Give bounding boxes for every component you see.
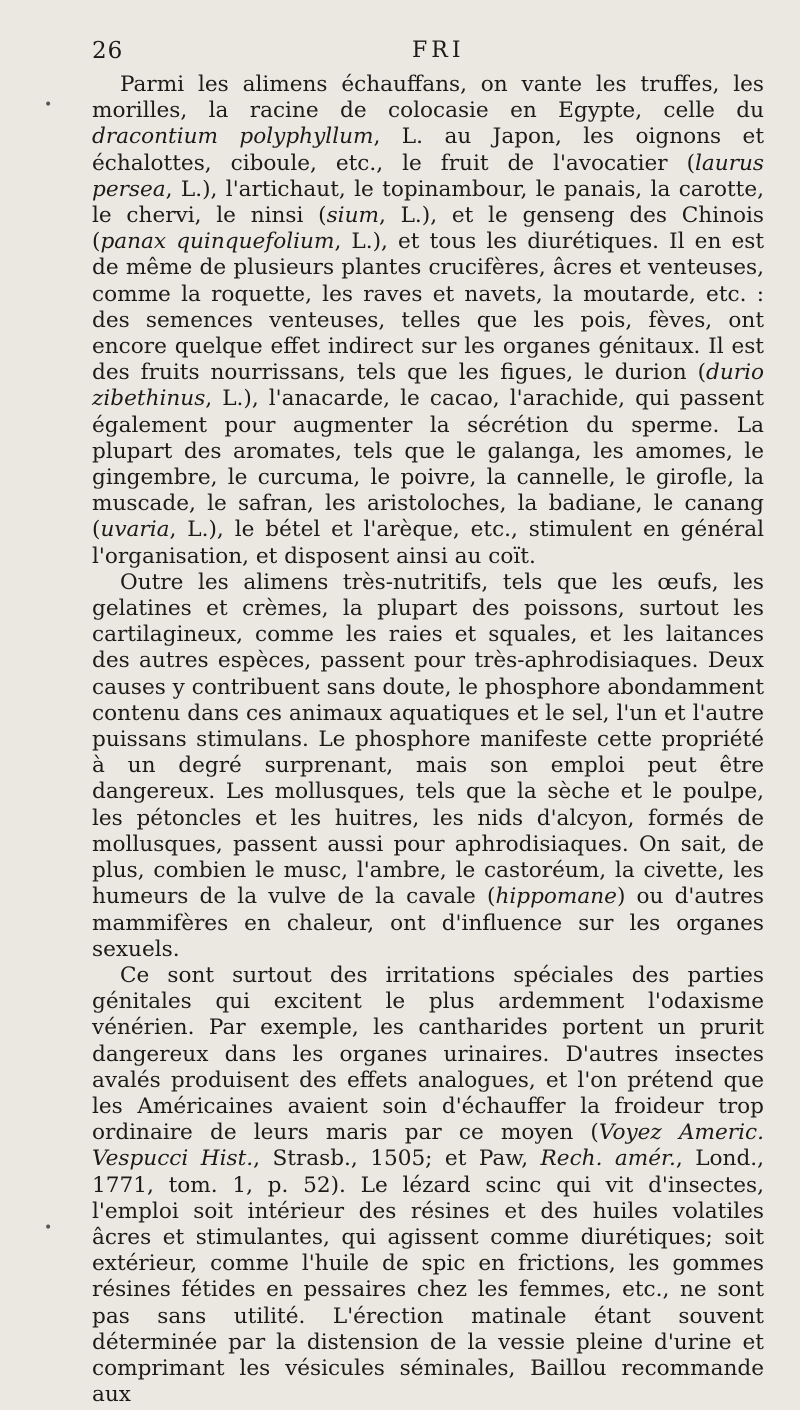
italic-term: durio zibethinus <box>92 360 764 412</box>
italic-term: sium <box>326 203 379 229</box>
paragraph-1 <box>92 72 764 570</box>
italic-term: laurus persea <box>92 150 764 202</box>
paragraph-2 <box>92 570 764 963</box>
page-number: 26 <box>92 38 124 64</box>
text-run: Ce sont surtout des irritations spéciales des parties génitales qui excitent le plus ardemment l'odaxisme vénérien. Par exemple, les cantharides portent un prurit dangereux dans les organes urinaires. D'autres insectes avalés produisent des effets analogues, et l'on prétend que les Américaines avaient soin d'échauffer la froideur trop ordinaire de leurs maris par ce moyen ( <box>92 962 764 1146</box>
margin-speck: • <box>44 97 53 113</box>
paragraph-3 <box>92 963 764 1408</box>
text-run: ) ou d'autres mammifères en chaleur, ont d'influence sur les organes sexuels. <box>92 884 764 962</box>
text-run: , Lond., 1771, tom. 1, p. 52). Le lézard scinc qui vit d'insectes, l'emploi soit intérieur des résines et des huiles volatiles âcres et stimulantes, qui agissent comme diurétiques; soit extérieur, comme l'huile de spic en frictions, les gommes résines fétides en pessaires chez les femmes, etc., ne sont pas sans utilité. L'érection matinale étant souvent déterminée par la distension de la vessie pleine d'urine et comprimant les vésicules séminales, Baillou recommande aux <box>92 1146 764 1408</box>
text-run: , L.), et tous les diurétiques. Il en est de même de plusieurs plantes crucifères, âcres et venteuses, comme la roquette, les raves et navets, la moutarde, etc. : des semences venteuses, telles que les pois, fèves, ont encore quelque effet indirect sur les organes génitaux. Il est des fruits nourrissans, tels que les figues, le durion ( <box>92 229 764 386</box>
text-run: , L.), l'anacarde, le cacao, l'arachide, qui passent également pour augmenter la sécrétion du sperme. La plupart des aromates, tels que le galanga, les amomes, le gingembre, le curcuma, le poivre, la cannelle, le girofle, la muscade, le safran, les aristoloches, la badiane, le canang ( <box>92 386 764 543</box>
italic-term: hippomane <box>495 884 617 910</box>
text-run: , Strasb., 1505; et Paw, <box>253 1146 541 1172</box>
text-run: , L.), le bétel et l'arèque, etc., stimulent en général l'organisation, et disposent ainsi au coït. <box>92 517 764 569</box>
text-run: , L.), et le genseng des Chinois ( <box>92 203 764 255</box>
margin-speck: • <box>44 1220 53 1236</box>
body-text <box>92 72 764 1408</box>
italic-term: Voyez Americ. Vespucci Hist. <box>92 1120 764 1172</box>
italic-term: dracontium polyphyllum <box>92 124 374 150</box>
italic-term: panax quinquefolium <box>100 229 335 255</box>
text-run: , L.), l'artichaut, le topinambour, le panais, la carotte, le chervi, le ninsi ( <box>92 176 764 229</box>
text-run: , L. au Japon, les oignons et échalottes, ciboule, etc., le fruit de l'avocatier ( <box>92 124 764 176</box>
page-header <box>92 38 768 68</box>
italic-term: uvaria <box>100 517 170 543</box>
text-run: Parmi les alimens échauffans, on vante les truffes, les morilles, la racine de colocasie en Egypte, celle du <box>92 72 764 124</box>
text-run: Outre les alimens très-nutritifs, tels que les œufs, les gelatines et crèmes, la plupart des poissons, surtout les cartilagineux, comme les raies et squales, et les laitances des autres espèces, passent pour très-aphrodisiaques. Deux causes y contribuent sans doute, le phosphore abondamment contenu dans ces animaux aquatiques et le sel, l'un et l'autre puissans stimulans. Le phosphore manifeste cette propriété à un degré surprenant, mais son emploi peut être dangereux. Les mollusques, tels que la sèche et le poulpe, les pétoncles et les huitres, les nids d'alcyon, formés de mollusques, passent aussi pour aphrodisiaques. On sait, de plus, combien le musc, l'ambre, le castoréum, la civette, les humeurs de la vulve de la cavale ( <box>92 569 765 910</box>
running-head: FRI <box>412 38 465 63</box>
italic-term: Rech. amér. <box>540 1146 676 1172</box>
